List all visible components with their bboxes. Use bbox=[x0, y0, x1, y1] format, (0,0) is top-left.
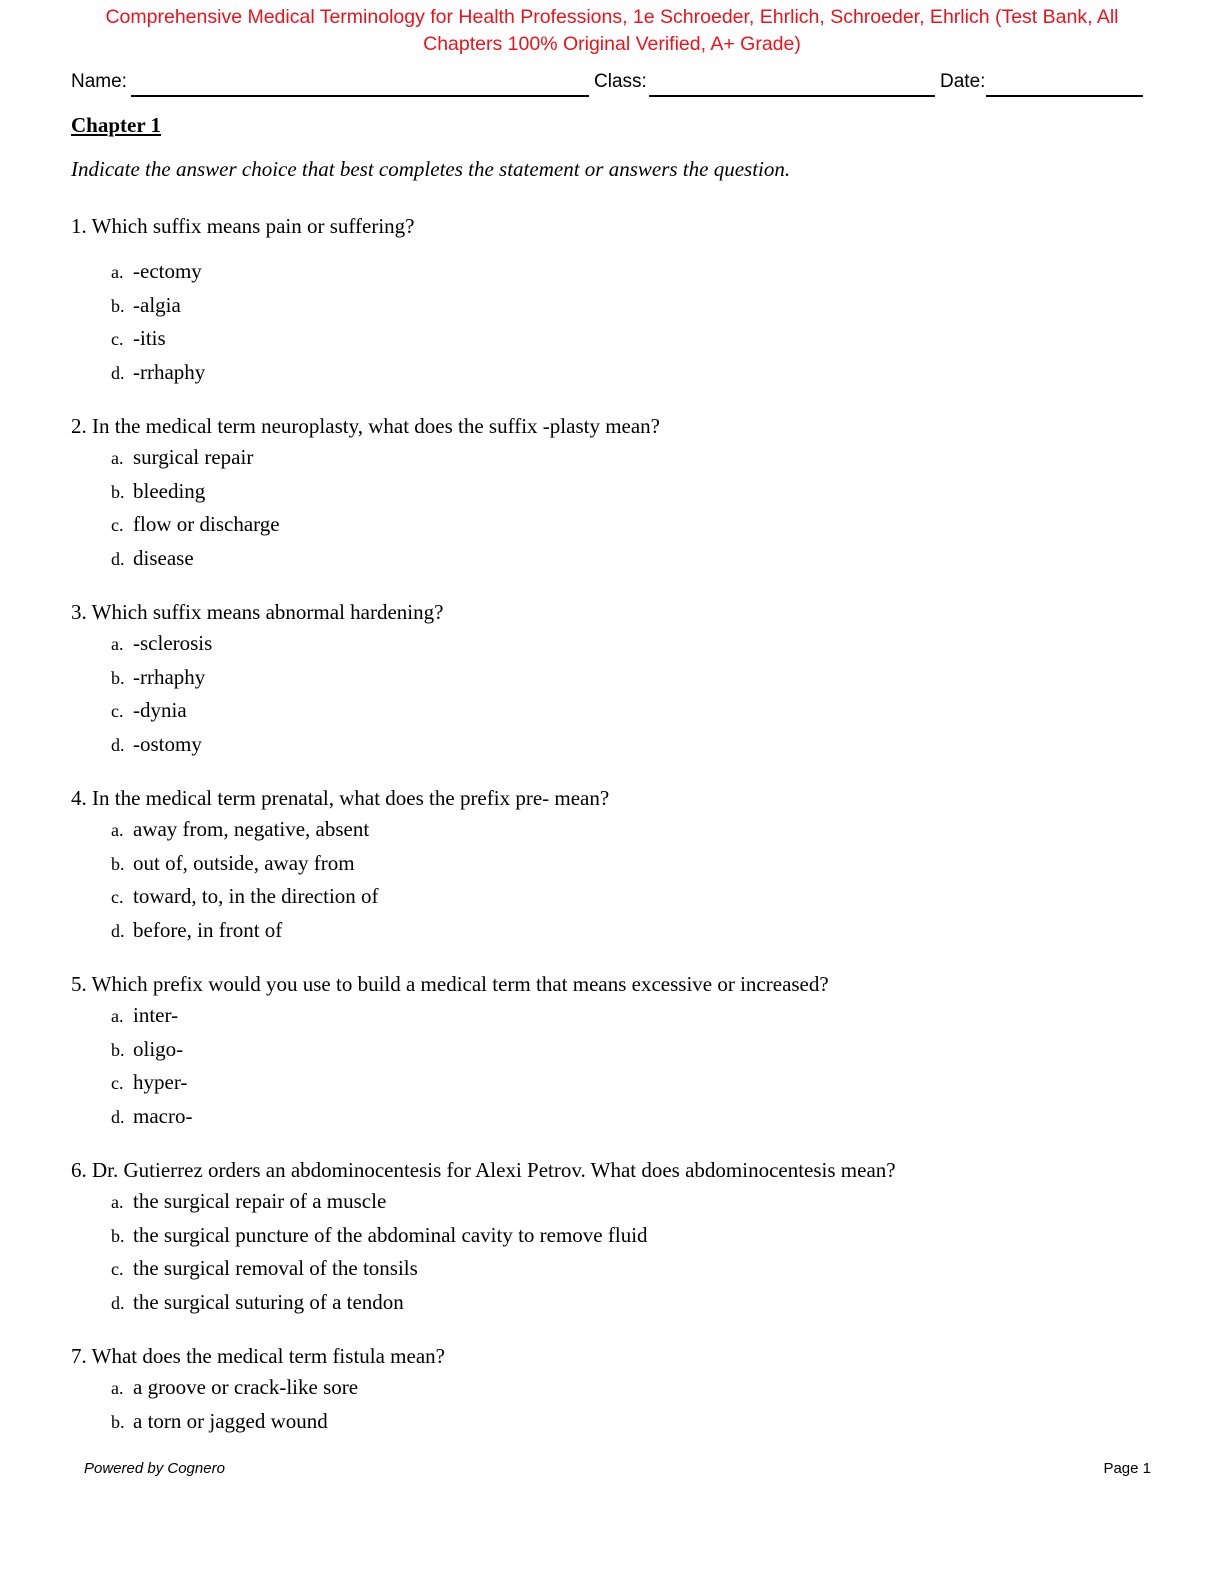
choice-text: toward, to, in the direction of bbox=[133, 884, 379, 908]
choice-letter: d. bbox=[111, 734, 125, 755]
choice-option[interactable] bbox=[111, 661, 1151, 695]
choice-list bbox=[71, 999, 1151, 1133]
date-label: Date: bbox=[940, 71, 986, 92]
choice-option[interactable] bbox=[111, 694, 1151, 728]
question bbox=[71, 1155, 1151, 1319]
choice-letter: d. bbox=[111, 920, 125, 941]
powered-by-footer: Powered by Cognero bbox=[84, 1460, 225, 1477]
choice-option[interactable] bbox=[111, 627, 1151, 661]
choice-option[interactable] bbox=[111, 880, 1151, 914]
choice-letter: a. bbox=[111, 262, 124, 282]
choice-text: a torn or jagged wound bbox=[133, 1408, 328, 1433]
choice-letter: c. bbox=[111, 1259, 124, 1279]
question-spacer bbox=[71, 947, 1151, 969]
banner-line-2: Chapters 100% Original Verified, A+ Grade) bbox=[423, 33, 801, 55]
choice-text: -rrhaphy bbox=[133, 359, 206, 384]
choice-text: -ectomy bbox=[133, 259, 202, 283]
choice-letter: b. bbox=[111, 1039, 125, 1060]
choice-option[interactable] bbox=[111, 847, 1151, 881]
choice-list bbox=[71, 1185, 1151, 1319]
choice-text: the surgical repair of a muscle bbox=[133, 1189, 387, 1213]
choice-list bbox=[71, 1371, 1151, 1438]
question-spacer bbox=[71, 1133, 1151, 1155]
question-stem: 6. Dr. Gutierrez orders an abdominocentesis for Alexi Petrov. What does abdominocentesis mean? bbox=[71, 1158, 896, 1182]
choice-text: disease bbox=[133, 545, 194, 570]
question-stem: 3. Which suffix means abnormal hardening? bbox=[71, 600, 444, 624]
question-stem: 1. Which suffix means pain or suffering? bbox=[71, 214, 415, 238]
question-stem: 5. Which prefix would you use to build a medical term that means excessive or increased? bbox=[71, 972, 829, 996]
choice-text: -dynia bbox=[133, 698, 187, 722]
choice-option[interactable] bbox=[111, 1033, 1151, 1067]
choice-text: bleeding bbox=[133, 478, 206, 503]
name-field[interactable] bbox=[131, 95, 589, 97]
question bbox=[71, 783, 1151, 947]
choice-option[interactable] bbox=[111, 1405, 1151, 1439]
choice-letter: c. bbox=[111, 701, 124, 721]
instructions-text: Indicate the answer choice that best completes the statement or answers the question. bbox=[71, 157, 791, 181]
student-info-row bbox=[71, 71, 1143, 99]
choice-option[interactable] bbox=[111, 1066, 1151, 1100]
name-label: Name: bbox=[71, 71, 127, 92]
choice-option[interactable] bbox=[111, 356, 1151, 390]
choice-letter: b. bbox=[111, 1225, 125, 1246]
question-stem: 7. What does the medical term fistula mean? bbox=[71, 1344, 445, 1368]
choice-letter: c. bbox=[111, 515, 124, 535]
choice-letter: a. bbox=[111, 634, 124, 654]
choice-text: the surgical suturing of a tendon bbox=[133, 1289, 404, 1314]
choice-letter: a. bbox=[111, 1192, 124, 1212]
choice-text: the surgical puncture of the abdominal cavity to remove fluid bbox=[133, 1222, 648, 1247]
choice-text: -ostomy bbox=[133, 731, 202, 756]
choice-letter: a. bbox=[111, 1006, 124, 1026]
choice-option[interactable] bbox=[111, 1286, 1151, 1320]
choice-letter: d. bbox=[111, 548, 125, 569]
question-list bbox=[71, 211, 1151, 1438]
choice-letter: a. bbox=[111, 448, 124, 468]
choice-letter: b. bbox=[111, 853, 125, 874]
choice-text: the surgical removal of the tonsils bbox=[133, 1256, 418, 1280]
choice-text: out of, outside, away from bbox=[133, 850, 355, 875]
choice-option[interactable] bbox=[111, 1219, 1151, 1253]
choice-letter: d. bbox=[111, 1292, 125, 1313]
choice-letter: b. bbox=[111, 667, 125, 688]
class-field[interactable] bbox=[649, 95, 935, 97]
choice-option[interactable] bbox=[111, 441, 1151, 475]
choice-list bbox=[71, 813, 1151, 947]
question-spacer bbox=[71, 389, 1151, 411]
choice-text: before, in front of bbox=[133, 917, 283, 942]
choice-option[interactable] bbox=[111, 255, 1151, 289]
choice-text: inter- bbox=[133, 1003, 179, 1027]
choice-letter: b. bbox=[111, 1411, 125, 1432]
choice-option[interactable] bbox=[111, 475, 1151, 509]
chapter-heading: Chapter 1 bbox=[71, 113, 162, 137]
choice-text: away from, negative, absent bbox=[133, 817, 370, 841]
question-stem: 2. In the medical term neuroplasty, what does the suffix -plasty mean? bbox=[71, 414, 660, 438]
choice-option[interactable] bbox=[111, 1185, 1151, 1219]
class-label: Class: bbox=[594, 71, 647, 92]
choice-letter: d. bbox=[111, 1106, 125, 1127]
choice-option[interactable] bbox=[111, 728, 1151, 762]
question bbox=[71, 969, 1151, 1133]
choice-letter: c. bbox=[111, 329, 124, 349]
question-stem: 4. In the medical term prenatal, what does the prefix pre- mean? bbox=[71, 786, 610, 810]
question-spacer bbox=[71, 575, 1151, 597]
choice-option[interactable] bbox=[111, 1100, 1151, 1134]
page-number: Page 1 bbox=[1103, 1460, 1151, 1477]
choice-option[interactable] bbox=[111, 813, 1151, 847]
choice-text: -sclerosis bbox=[133, 631, 213, 655]
question-spacer bbox=[71, 1319, 1151, 1341]
choice-list bbox=[71, 441, 1151, 575]
choice-option[interactable] bbox=[111, 508, 1151, 542]
question bbox=[71, 1341, 1151, 1438]
choice-text: macro- bbox=[133, 1103, 193, 1128]
choice-option[interactable] bbox=[111, 289, 1151, 323]
choice-letter: b. bbox=[111, 481, 125, 502]
choice-list bbox=[71, 241, 1151, 389]
choice-text: oligo- bbox=[133, 1036, 184, 1061]
choice-text: -itis bbox=[133, 326, 166, 350]
choice-text: surgical repair bbox=[133, 445, 254, 469]
choice-text: -rrhaphy bbox=[133, 664, 206, 689]
choice-letter: d. bbox=[111, 362, 125, 383]
choice-option[interactable] bbox=[111, 1371, 1151, 1405]
choice-text: -algia bbox=[133, 292, 181, 317]
choice-text: flow or discharge bbox=[133, 512, 280, 536]
question bbox=[71, 411, 1151, 575]
choice-option[interactable] bbox=[111, 542, 1151, 576]
choice-text: a groove or crack-like sore bbox=[133, 1375, 359, 1399]
choice-option[interactable] bbox=[111, 999, 1151, 1033]
question-spacer bbox=[71, 761, 1151, 783]
choice-letter: a. bbox=[111, 1378, 124, 1398]
choice-letter: a. bbox=[111, 820, 124, 840]
choice-option[interactable] bbox=[111, 914, 1151, 948]
choice-option[interactable] bbox=[111, 1252, 1151, 1286]
date-field[interactable] bbox=[986, 95, 1143, 97]
choice-option[interactable] bbox=[111, 322, 1151, 356]
choice-letter: c. bbox=[111, 887, 124, 907]
banner-line-1: Comprehensive Medical Terminology for Health Professions, 1e Schroeder, Ehrlich, Schroeder, Ehrlich (Test Bank, All bbox=[105, 6, 1119, 28]
choice-letter: c. bbox=[111, 1073, 124, 1093]
question bbox=[71, 597, 1151, 761]
choice-list bbox=[71, 627, 1151, 761]
choice-letter: b. bbox=[111, 295, 125, 316]
document-banner bbox=[20, 4, 1204, 58]
choice-text: hyper- bbox=[133, 1070, 188, 1094]
question bbox=[71, 211, 1151, 389]
